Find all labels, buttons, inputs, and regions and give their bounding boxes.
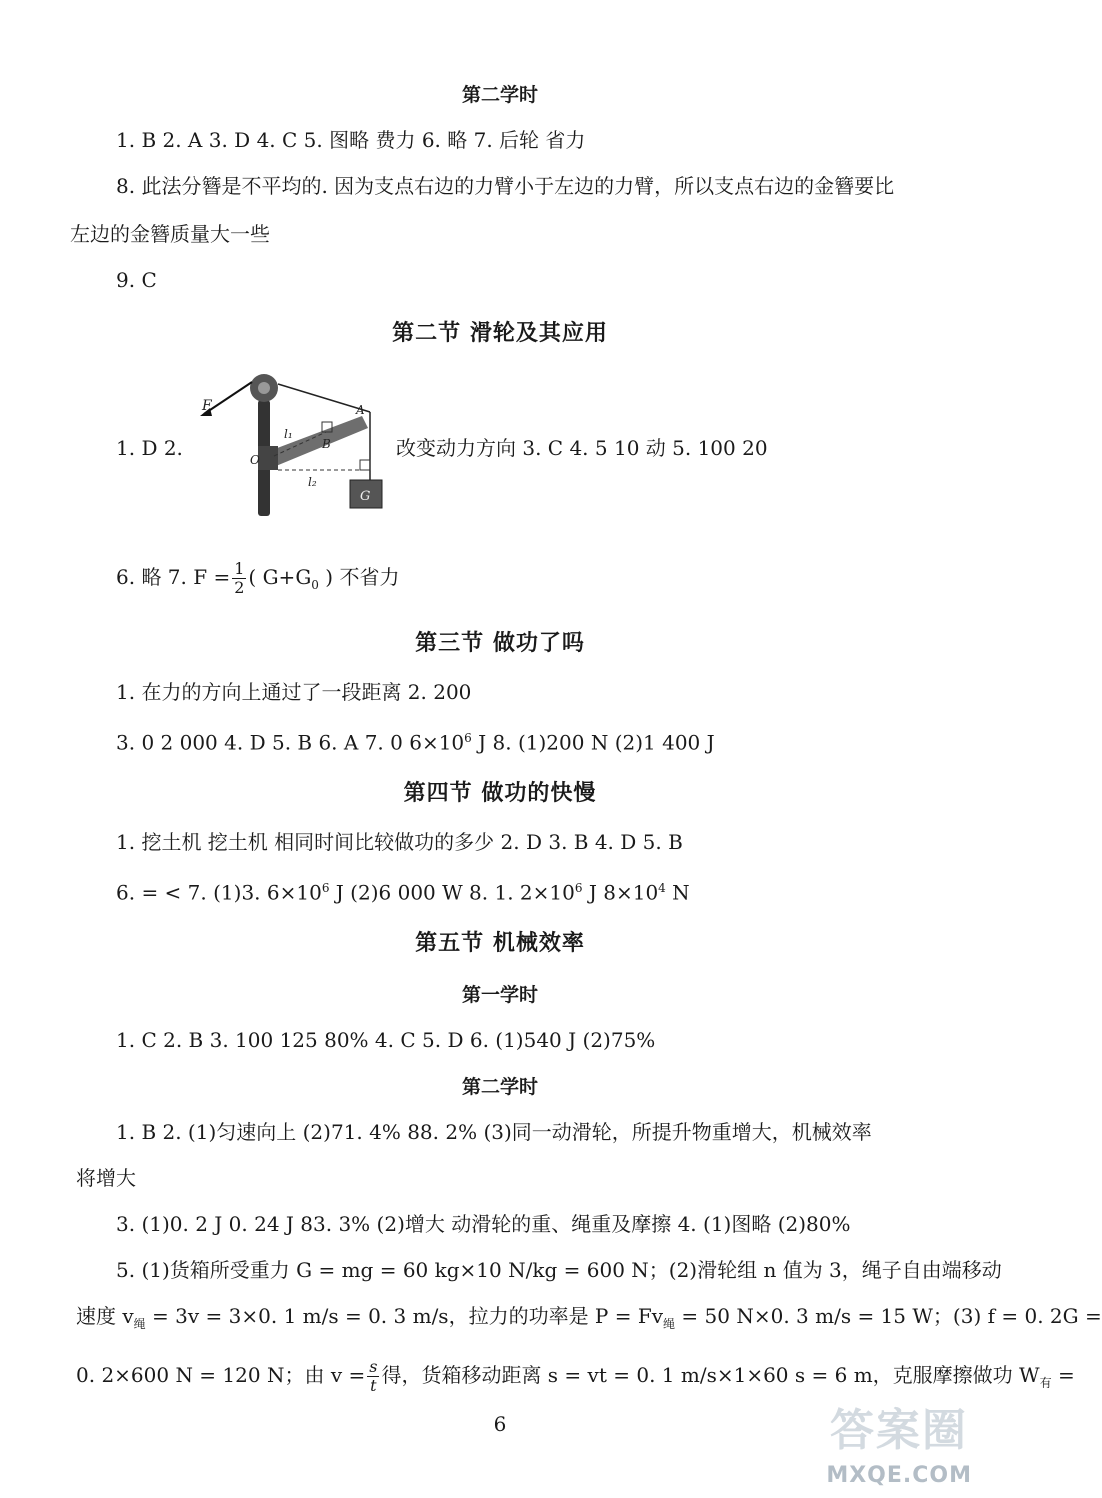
answer-line: 改变动力方向 3. C 4. 5 10 动 5. 100 20 [396,436,768,460]
answer-text: 3. 0 2 000 4. D 5. B 6. A 7. 0 6×10 [116,730,465,755]
answer-line: 左边的金簪质量大一些 [70,222,270,246]
fraction [232,560,246,597]
section-heading: 第二节 滑轮及其应用 [392,321,608,346]
answer-text: 0. 2×600 N = 120 N；由 v = [76,1363,366,1387]
point-b-label: B [322,437,331,451]
watermark [798,1397,988,1492]
fraction-numerator: 1 [234,559,245,578]
answer-line: 1. D 2. [116,436,183,460]
answer-text: ) 不省力 [318,565,400,589]
lesson-heading: 第一学时 [461,984,538,1006]
answer-text: J 8×10 [582,880,659,905]
answer-line: 1. 挖土机 挖土机 相同时间比较做功的多少 2. D 3. B 4. D 5. B [116,830,683,854]
subscript: 绳 [663,1317,676,1331]
answer-line: 3. (1)0. 2 J 0. 24 J 83. 3% (2)增大 动滑轮的重、绳重及摩擦 4. (1)图略 (2)80% [116,1212,851,1236]
force-label: F [202,398,212,414]
section-heading: 第三节 做功了吗 [415,631,585,656]
fraction-denominator: t [370,1376,377,1395]
answer-line: 1. B 2. A 3. D 4. C 5. 图略 费力 6. 略 7. 后轮 省力 [116,128,586,152]
watermark-site: MXQE.COM [826,1463,972,1488]
answer-line: 9. C [116,268,157,292]
subscript: 绳 [133,1317,146,1331]
arm-l1-label: l₁ [284,427,293,441]
superscript: 6 [464,731,472,745]
section-heading: 第四节 做功的快慢 [403,781,597,806]
answer-text: 得，货箱移动距离 s = vt = 0. 1 m/s×1×60 s = 6 m，克服摩擦做功 W [381,1363,1040,1387]
watermark-logo: 答案圈 [830,1405,968,1456]
answer-line [116,560,399,599]
superscript: 4 [658,881,666,895]
fulcrum-o-label: O [250,453,260,467]
answer-text: = 3v = 3×0. 1 m/s = 0. 3 m/s，拉力的功率是 P = Fv [145,1304,664,1328]
answer-line: 1. C 2. B 3. 100 125 80% 4. C 5. D 6. (1)540 J (2)75% [116,1028,656,1052]
answer-text: 速度 v [76,1304,134,1328]
answer-text: J 8. (1)200 N (2)1 400 J [471,730,715,755]
answer-text: N [665,880,690,905]
section-heading: 第五节 机械效率 [415,931,585,956]
fraction [367,1358,379,1395]
answer-line [116,724,715,757]
answer-line: 将增大 [76,1166,136,1190]
weight-g-label: G [360,489,371,504]
subscript: 有 [1039,1376,1052,1390]
answer-text: ( G+G [248,565,312,589]
fraction-numerator: s [369,1357,378,1376]
answer-text: = [1051,1363,1075,1387]
answer-line [76,1358,1075,1397]
answer-line: 1. B 2. (1)匀速向上 (2)71. 4% 88. 2% (3)同一动滑轮，所提升物重增大，机械效率 [116,1120,872,1144]
answer-line: 8. 此法分簪是不平均的. 因为支点右边的力臂小于左边的力臂，所以支点右边的金簪要比 [116,174,895,198]
answer-text: J (2)6 000 W 8. 1. 2×10 [329,880,575,905]
superscript: 6 [574,881,583,895]
page-number: 6 [493,1412,507,1436]
answer-line [76,1302,1102,1338]
answer-line: 1. 在力的方向上通过了一段距离 2. 200 [116,680,472,704]
answer-line [116,874,690,907]
answer-line: 5. (1)货箱所受重力 G = mg = 60 kg×10 N/kg = 600 N；(2)滑轮组 n 值为 3，绳子自由端移动 [116,1258,1002,1282]
point-a-label: A [356,403,365,417]
fraction-denominator: 2 [234,578,245,597]
answer-text: 6. = < 7. (1)3. 6×10 [116,880,322,905]
answer-text: = 50 N×0. 3 m/s = 15 W；(3) f = 0. 2G = [675,1304,1102,1328]
subscript: 0 [311,578,319,592]
lesson-heading: 第二学时 [461,84,538,106]
lesson-heading: 第二学时 [461,1076,538,1098]
answer-text: 6. 略 7. F = [116,565,231,589]
lever-pulley-diagram [190,372,385,520]
arm-l2-label: l₂ [308,475,317,489]
superscript: 6 [321,881,330,895]
